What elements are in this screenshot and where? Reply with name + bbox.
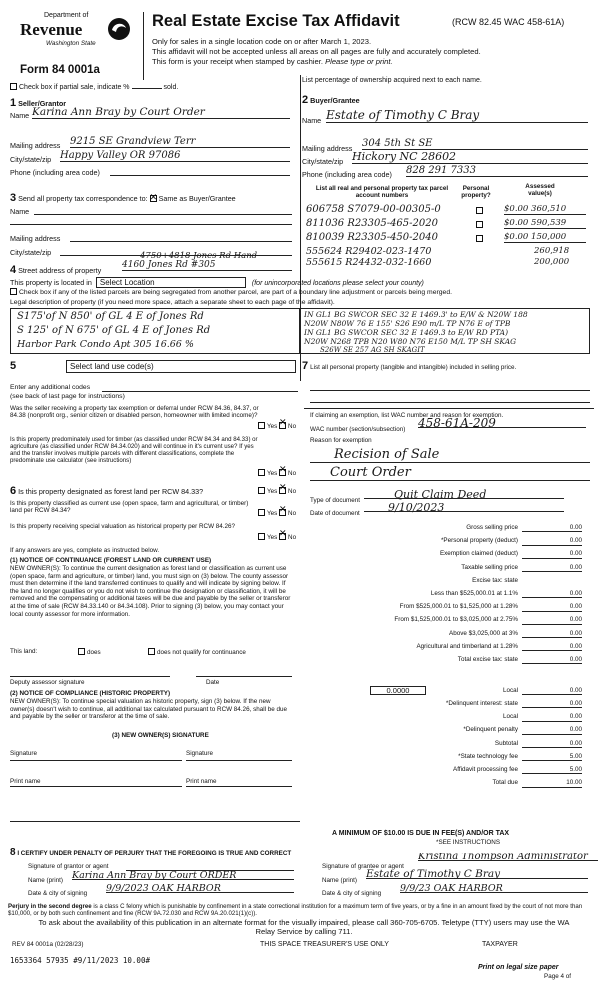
tax-row: [310, 616, 582, 627]
tax-row-label: Local: [502, 713, 518, 721]
grantor-sig-row: Signature of grantor or agent: [28, 863, 298, 870]
legal-description-right[interactable]: [300, 308, 590, 354]
tax-row-label: From $1,525,000.01 to $3,025,000 at 2.75%: [394, 616, 518, 624]
assessed-value[interactable]: $0.00 360,510: [504, 204, 586, 215]
section6-note: If any answers are yes, complete as instructed below.: [10, 547, 160, 554]
tax-row: [310, 590, 582, 601]
parcel-number[interactable]: 810039 R23305-450-2040: [306, 232, 438, 243]
buyer-csz[interactable]: Hickory NC 28602: [352, 150, 588, 164]
subtitle-2: This affidavit will not be accepted unless all areas on all pages are fully and accurately completed.: [152, 47, 481, 56]
buyer-csz-row: City/state/zip Hickory NC 28602: [302, 157, 592, 166]
grantee-date-city[interactable]: 9/9/23 OAK HARBOR: [400, 885, 588, 893]
tax-row-label: Above $3,025,000 at 3%: [449, 629, 518, 637]
partial-sale-checkbox[interactable]: Check box if partial sale, indicate % sold.: [10, 83, 178, 91]
s6-q2-yes-no[interactable]: Yes ✕ No: [258, 509, 296, 517]
doc-date[interactable]: 9/10/2023: [364, 504, 564, 512]
additional-codes-input[interactable]: [102, 384, 298, 392]
subtitle-1: Only for sales in a single location code on or after March 1, 2023.: [152, 37, 372, 46]
legal-line: S 125' of N 675' of GL 4 E of Jones Rd: [17, 325, 211, 336]
tax-row-value[interactable]: 0.00: [522, 616, 582, 624]
tax-row-value[interactable]: 0.00: [522, 550, 582, 558]
tax-row: [310, 700, 582, 711]
assessed-value[interactable]: $0.00 150,000: [504, 232, 586, 243]
land-use-select[interactable]: Select land use code(s): [66, 360, 296, 373]
buyer-phone-row: Phone (including area code) 828 291 7333: [302, 170, 592, 179]
notice2-heading: (2) NOTICE OF COMPLIANCE (HISTORIC PROPERTY): [10, 690, 171, 697]
receipt-stamp: 1653364 57935 #9/11/2023 10.00#: [10, 956, 150, 965]
tax-row-label: Total excise tax: state: [457, 656, 518, 663]
street-address-line1[interactable]: 4750+4818 Jones Rd Hand: [140, 251, 258, 261]
personal-property-checkbox[interactable]: [476, 207, 483, 214]
section4-street: 4 Street address of property 4750+4818 Jones Rd Hand 4160 Jones Rd #305: [10, 264, 300, 276]
tax-row-label: Excise tax: state: [472, 576, 518, 584]
tax-row: [310, 550, 582, 561]
legal-line: S26W SE 257 AG SH SKAGIT: [320, 346, 425, 354]
tax-row-value[interactable]: 0.00: [522, 630, 582, 638]
tax-row-value[interactable]: 0.00: [522, 713, 582, 721]
tax-row: [310, 603, 582, 614]
street-address-line2[interactable]: 4160 Jones Rd #305: [122, 260, 292, 271]
local-tax-value[interactable]: 0.00: [522, 687, 582, 695]
revenue-label: Revenue: [20, 20, 83, 39]
tax-row-label: *Delinquent penalty: [463, 726, 518, 734]
tax-row-label: Exemption claimed (deduct): [439, 550, 518, 558]
print-name-label-1: Print name: [10, 778, 41, 785]
seller-csz[interactable]: Happy Valley OR 97086: [60, 150, 290, 162]
parcel-number[interactable]: 606758 S7079-00-00305-0: [306, 204, 441, 215]
legal-description-left[interactable]: [10, 308, 300, 354]
tax-row-label: *State technology fee: [458, 752, 518, 760]
tax-row-value[interactable]: 5.00: [522, 766, 582, 774]
section7: 7 List all personal property (tangible and intangible) included in selling price.: [302, 360, 517, 372]
tax-row-label: Gross selling price: [466, 524, 518, 531]
seller-csz-row: City/state/zip Happy Valley OR 97086: [10, 155, 292, 164]
additional-codes-note: (see back of last page for instructions): [10, 393, 125, 400]
form-rcw: (RCW 82.45 WAC 458-61A): [452, 17, 565, 27]
assessed-value[interactable]: 200,000: [534, 257, 570, 267]
buyer-mail-row: Mailing address 304 5th St SE: [302, 144, 592, 153]
tax-row: [310, 779, 582, 790]
perjury-notice: Perjury in the second degree is a class C felony which is punishable by confinement in a state correctional institution for a maximum term of five years, or by a fine in an amount fixed by the court of not more than $10,000, or by both such confinement and fine (RCW 9A.72.030 and RCW 9A.20.021(1)(c)).: [8, 903, 583, 918]
tax-row-value[interactable]: 0.00: [522, 740, 582, 748]
legal-line: IN GL1 BG SWCOR SEC 32 E 1469.3' to E/W & N20W 188: [304, 310, 528, 319]
tax-row-value[interactable]: 0.00: [522, 603, 582, 611]
deputy-date-label: Date: [206, 679, 220, 686]
seller-mail-row: Mailing address 9215 SE Grandview Terr: [10, 141, 292, 150]
seller-mail[interactable]: 9215 SE Grandview Terr: [70, 136, 290, 148]
print-name-label-2: Print name: [186, 778, 217, 785]
certify-heading: 8 I CERTIFY UNDER PENALTY OF PERJURY THAT THE FOREGOING IS TRUE AND CORRECT: [10, 847, 292, 858]
reason-line-2[interactable]: Court Order: [310, 465, 590, 481]
tax-row-label: *Delinquent interest: state: [445, 700, 518, 707]
tax-row-label: *Personal property (deduct): [440, 537, 518, 545]
form-number: Form 84 0001a: [20, 64, 100, 76]
doc-date-row: Date of document 9/10/2023: [310, 510, 590, 517]
buyer-phone[interactable]: 828 291 7333: [406, 165, 588, 177]
tax-row-value[interactable]: 10.00: [522, 779, 582, 787]
tax-row-value[interactable]: 0.00: [522, 700, 582, 708]
personal-property-header: Personal property?: [461, 185, 491, 200]
seller-name[interactable]: Karina Ann Bray by Court Order: [32, 106, 290, 119]
notice1-heading: (1) NOTICE OF CONTINUANCE (FOREST LAND OR CURRENT USE): [10, 557, 212, 564]
tax-row-value[interactable]: 0.00: [522, 656, 582, 664]
section5-row: 5 Select land use code(s): [10, 360, 300, 372]
grantor-date-row: Date & city of signing 9/9/2023 OAK HARBOR: [28, 890, 298, 897]
legal-line: S175'of N 850' of GL 4 E of Jones Rd: [17, 311, 204, 322]
notice2-body: NEW OWNER(S): To continue special valuation as historic property, sign (3) below. If the new owner(s) doesn't wish to continue, all additional tax calculated pursuant to RCW 84.26, shall be due and payable by the seller or transferor at the time of sale.: [10, 698, 288, 721]
section3-csz: City/state/zip: [10, 248, 292, 257]
legal-line: N20W N268 TPB N20 W80 N76 E150 M/L TP SH SKAG: [304, 337, 517, 346]
section6-q1: 6 Is this property designated as forest land per RCW 84.33?: [10, 485, 204, 497]
exemption-deferral-question: Was the seller receiving a property tax exemption or deferral under RCW 84.36, 84.37, or 84.38 (nonprofit org., senior citizen or disabled person, homeowner with limited income)?: [10, 405, 259, 420]
parcel-row: [306, 204, 596, 216]
assessed-value-header: Assessed value(s): [525, 183, 555, 198]
signature-label-1: Signature: [10, 750, 37, 757]
tax-row-label: Agricultural and timberland at 1.28%: [416, 642, 518, 650]
grantor-print-name[interactable]: Karina Ann Bray by Court ORDER: [72, 872, 294, 880]
seller-phone-row: Phone (including area code): [10, 168, 292, 177]
tax-row: [310, 524, 582, 535]
tax-row: [310, 630, 582, 641]
legal-line: N20W N80W 76 E 155' S26 E90 m/L TP N76 E of TPB: [304, 319, 511, 328]
seller-phone[interactable]: [110, 168, 290, 176]
s6-q1-yes-no[interactable]: Yes ✕ No: [258, 487, 296, 495]
legal-paper-note: Print on legal size paper: [478, 964, 559, 971]
grantee-signature[interactable]: Kristina Thompson Administrator: [418, 853, 598, 861]
assessed-value[interactable]: 260,918: [534, 246, 570, 256]
buyer-heading: 2 Buyer/Grantee: [302, 94, 360, 106]
tax-row-label: Taxable selling price: [461, 563, 518, 571]
dept-label: Department of: [44, 12, 89, 19]
tax-row-value[interactable]: 0.00: [522, 564, 582, 572]
tax-row: [310, 577, 582, 588]
buyer-name-row: Name Estate of Timothy C Bray: [302, 116, 592, 125]
local-row: 0.0000 Local 0.00: [310, 687, 582, 699]
tax-row-value[interactable]: 0.00: [522, 524, 582, 532]
tax-row: [310, 713, 582, 724]
form-title: Real Estate Excise Tax Affidavit: [152, 12, 400, 30]
tax-row: [310, 766, 582, 777]
tax-row-label: Subtotal: [494, 739, 518, 747]
minimum-note: A MINIMUM OF $10.00 IS DUE IN FEE(S) AND/OR TAX: [332, 830, 510, 837]
notice3-heading: (3) NEW OWNER(S) SIGNATURE: [112, 732, 209, 739]
tax-row: [310, 740, 582, 751]
grantor-date-city[interactable]: 9/9/2023 OAK HARBOR: [106, 885, 294, 893]
legal-line: Harbor Park Condo Apt 305 16.66 %: [17, 339, 194, 350]
segregated-checkbox-row[interactable]: Check box if any of the listed parcels are being segregated from another parcel, are part of a boundary line adjustment or parcels being merged.: [10, 288, 598, 296]
tax-row-label: Affidavit processing fee: [453, 766, 518, 773]
grantee-print-name[interactable]: Estate of Timothy C Bray: [366, 871, 588, 879]
tax-row-value[interactable]: 0.00: [522, 537, 582, 545]
tax-row-value[interactable]: 0.00: [522, 726, 582, 734]
seller-name-row: Name Karina Ann Bray by Court Order: [10, 111, 292, 120]
s6-q3-yes-no[interactable]: Yes ✕ No: [258, 533, 296, 541]
personal-property-checkbox[interactable]: [476, 235, 483, 242]
grantee-sig-row: Signature of grantee or agent Kristina Thompson Administrator: [322, 863, 596, 870]
see-instructions: *SEE INSTRUCTIONS: [436, 839, 501, 846]
grantee-date-row: Date & city of signing 9/9/23 OAK HARBOR: [322, 890, 592, 897]
doc-type[interactable]: Quit Claim Deed: [364, 491, 564, 499]
parcel-number[interactable]: 555615 R24432-032-1660: [306, 257, 432, 268]
section6-q3: Is this property receiving special valuation as historical property per RCW 84.26?: [10, 523, 236, 530]
tax-row-value[interactable]: 0.00: [522, 643, 582, 651]
personal-property-checkbox[interactable]: [476, 221, 483, 228]
tax-row-label: From $525,000.01 to $1,525,000 at 1.28%: [399, 603, 518, 611]
buyer-name[interactable]: Estate of Timothy C Bray: [326, 108, 588, 123]
tax-row: [310, 656, 582, 667]
revenue-swirl-icon: [106, 16, 132, 42]
same-as-buyer-checkbox[interactable]: [150, 195, 157, 202]
legal-line: IN GL1 BG SWCOR SEC 32 E 1469.3 to E/W RD PTA): [304, 328, 509, 337]
taxpayer-label: TAXPAYER: [482, 941, 518, 948]
q1-yes-no[interactable]: Yes ✕ No: [258, 422, 296, 430]
alt-format-notice: To ask about the availability of this publication in an alternate format for the visually impaired, please call 360-705-6705. Teletype (TTY) users may use the WA Relay Service by calling 711.: [38, 918, 570, 936]
wac-row: WAC number (section/subsection) 458-61A-209: [310, 426, 590, 433]
additional-codes: Enter any additional codes: [10, 384, 300, 391]
tax-row-value[interactable]: 5.00: [522, 753, 582, 761]
rev-number: REV 84 0001a (02/28/23): [12, 941, 84, 948]
timber-agriculture-question: Is this property predominately used for timber (as classified under RCW 84.34 and 84.33) or agriculture (as classified under RCW 84.34.020) and will continue in it's current use? If yes and the transfer involves multiple parcels with different classifications, complete the predominate use calculator (see instructions): [10, 436, 258, 464]
location-select[interactable]: Select Location: [96, 277, 246, 288]
revenue-logo: [18, 12, 136, 58]
legal-label: Legal description of property (if you need more space, attach a separate sheet to each page of the affidavit).: [10, 299, 335, 306]
this-land-row: This land: does does not qualify for continuance: [10, 648, 300, 655]
assessed-value[interactable]: $0.00 590,539: [504, 218, 586, 229]
tax-row: [310, 537, 582, 548]
section3-name: Name: [10, 207, 292, 216]
exemption-label: If claiming an exemption, list WAC number and reason for exemption.: [310, 412, 504, 419]
buyer-mail[interactable]: 304 5th St SE: [362, 138, 588, 150]
location-row: This property is located in Select Location (for unincorporated locations please select your county): [10, 278, 424, 287]
seller-heading: 1 Seller/Grantor: [10, 97, 67, 109]
section6-q2: Is this property classified as current use (open space, farm and agricultural, or timber) land per RCW 84.34?: [10, 500, 249, 515]
treasurer-note: THIS SPACE TREASURER'S USE ONLY: [260, 941, 389, 948]
parcel-number[interactable]: 555624 R29402-023-1470: [306, 246, 432, 257]
parcel-row: [306, 232, 596, 244]
signature-label-2: Signature: [186, 750, 213, 757]
tax-row: [310, 564, 582, 575]
deputy-signature-label: Deputy assessor signature: [10, 679, 85, 686]
wac-number[interactable]: 458-61A-209: [418, 420, 586, 428]
grantor-name-row: Name (print) Karina Ann Bray by Court ORDER: [28, 877, 298, 884]
q2-yes-no[interactable]: Yes ✕ No: [258, 469, 296, 477]
does-checkbox[interactable]: does: [78, 648, 101, 656]
state-label: Washington State: [46, 40, 96, 47]
subtitle-3: This form is your receipt when stamped by cashier. Please type or print.: [152, 57, 393, 66]
reason-line-1[interactable]: Recision of Sale: [310, 447, 590, 463]
page-number: Page 4 of: [544, 973, 571, 980]
tax-row-label: Total due: [492, 779, 518, 787]
tax-row: [310, 726, 582, 737]
tax-row: [310, 753, 582, 764]
tax-row: [310, 643, 582, 654]
grantee-name-row: Name (print) Estate of Timothy C Bray: [322, 877, 592, 884]
doc-type-row: Type of document Quit Claim Deed: [310, 497, 590, 504]
tax-row-label: Less than $525,000.01 at 1.1%: [430, 590, 518, 597]
section3-heading: 3 Send all property tax correspondence to: ✕ Same as Buyer/Grantee: [10, 192, 236, 204]
parcel-row: [306, 218, 596, 230]
tax-row-value[interactable]: 0.00: [522, 590, 582, 598]
does-not-checkbox[interactable]: does not qualify for continuance: [148, 648, 298, 656]
parcel-row: [306, 257, 596, 269]
parcels-header: List all real and personal property tax parcel account numbers: [315, 185, 449, 200]
reason-label: Reason for exemption: [310, 437, 372, 444]
local-rate-input[interactable]: 0.0000: [370, 686, 426, 695]
percentage-note: List percentage of ownership acquired next to each name.: [302, 77, 482, 84]
parcel-number[interactable]: 811036 R23305-465-2020: [306, 218, 438, 229]
section3-mail: Mailing address: [10, 234, 292, 243]
notice1-body: NEW OWNER(S): To continue the current designation as forest land or classification as current use (open space, farm and agriculture, or timber) land, you must sign on (3) below. The county assessor must then determine if the land transferred continues to qualify and will indicate by signing below. If the land no longer qualifies or you do not wish to continue the designation or classification, it will be removed and the compensating or additional taxes will be due and payable by the seller or transferor at the time of sale (RCW 84.33.140 or 84.34.108). Prior to signing (3) below, you may contact your local county assessor for more information.: [10, 565, 291, 618]
